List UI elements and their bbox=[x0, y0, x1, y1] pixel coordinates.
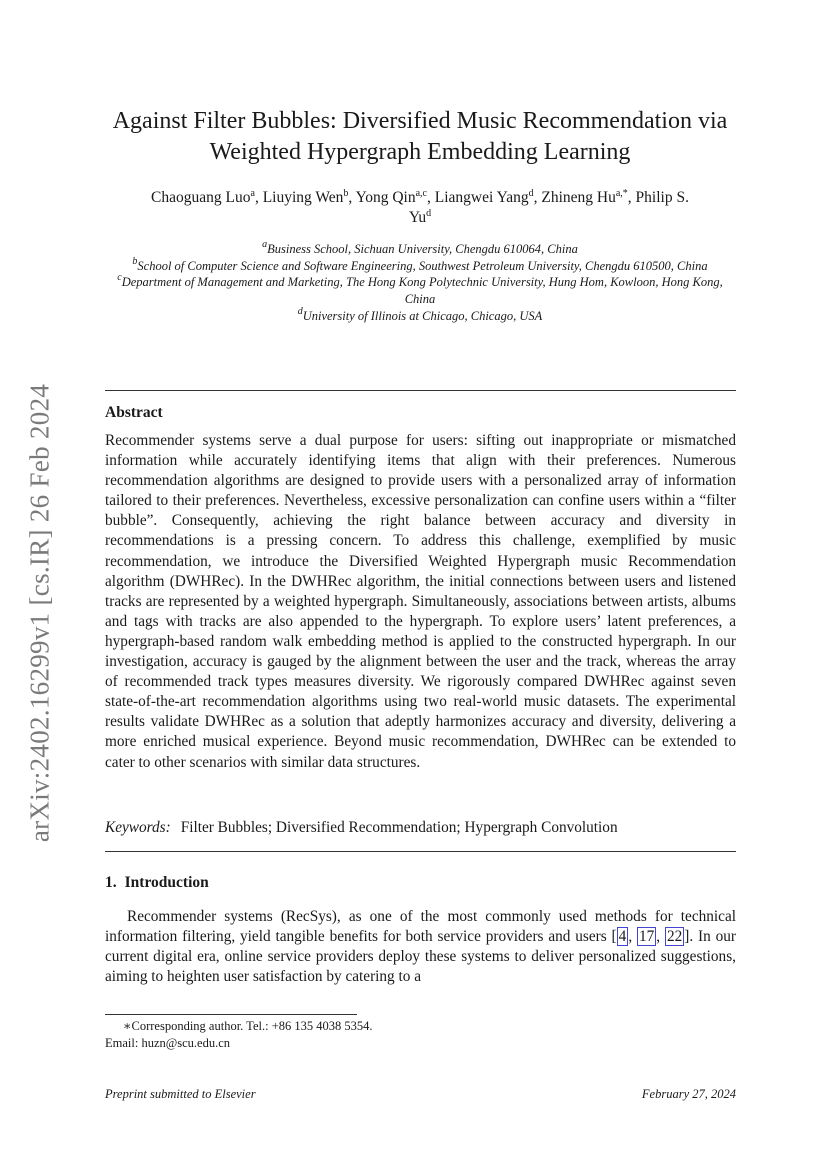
abstract-bottom-rule bbox=[105, 851, 736, 852]
footnote bbox=[105, 1018, 373, 1052]
keywords-label: Keywords: bbox=[105, 819, 171, 836]
section-number: 1. bbox=[105, 874, 117, 891]
section-title: Introduction bbox=[124, 874, 209, 891]
footer-date: February 27, 2024 bbox=[641, 1087, 736, 1101]
affiliations bbox=[112, 241, 728, 325]
intro-paragraph: Recommender systems (RecSys), as one of the most commonly used methods for technical information filtering, yield tangible benefits for both service providers and users [ 4 , 17 , 22 ]. In our current digital era, online service providers deploy these systems to deliver personalized suggestions, aiming to heighten user satisfaction by catering to a bbox=[105, 908, 736, 986]
author: Liuying Wen$^b$, bbox=[262, 188, 356, 206]
keywords-text: Filter Bubbles; Diversified Recommendation; Hypergraph Convolution bbox=[180, 819, 618, 836]
keywords bbox=[105, 819, 618, 837]
abstract-text: Recommender systems serve a dual purpose for users: sifting out inappropriate or mismatched information while accurately identifying items that align with their preferences. Numerous recommendation algorithms are designed to provide users with a personalized array of information tailored to their preferences. Nevertheless, excessive personalization can confine users within a “filter bubble”. Consequently, achieving the right balance between accuracy and diversity in recommendations is a pressing concern. To address this challenge, exemplified by music recommendation, we introduce the Diversified Weighted Hypergraph music Recommendation algorithm (DWHRec). In the DWHRec algorithm, the initial connections between users and listened tracks are represented by a weighted hypergraph. Simultaneously, associations between artists, albums and tags with tracks are also appended to the hypergraph. To explore users’ latent preferences, a hypergraph-based random walk embedding method is applied to the constructed hypergraph. In our investigation, accuracy is gauged by the alignment between the user and the track, whereas the array of recommended track types measures diversity. We rigorously compared DWHRec against seven state-of-the-art recommendation algorithms using two real-world music datasets. The experimental results validate DWHRec as a solution that adeptly harmonizes accuracy and diversity, delivering a more enriched musical experience. Beyond music recommendation, DWHRec can be extended to cater to other scenarios with similar data structures. bbox=[105, 432, 736, 771]
citation-link[interactable]: 17 bbox=[638, 928, 655, 946]
author-list bbox=[105, 188, 735, 228]
author: Philip S. bbox=[635, 189, 689, 206]
citation-link[interactable]: 4 bbox=[618, 928, 627, 946]
footnote-corresponding: ∗Corresponding author. Tel.: +86 135 4038 5354. bbox=[123, 1019, 373, 1033]
affiliation: $^c$Department of Management and Marketing, The Hong Kong Polytechnic University, Hung Hom, Kowloon, Hong Kong, China bbox=[117, 272, 723, 307]
title-line-1: Against Filter Bubbles: Diversified Music Recommendation via bbox=[112, 108, 728, 134]
author: Chaoguang Luo$^a$, bbox=[151, 188, 263, 206]
footnote-rule bbox=[105, 1014, 357, 1015]
title-line-2: Weighted Hypergraph Embedding Learning bbox=[209, 139, 631, 165]
section-heading bbox=[105, 874, 209, 892]
footnote-email: Email: huzn@scu.edu.cn bbox=[105, 1036, 231, 1050]
arxiv-stamp: arXiv:2402.16299v1 [cs.IR] 26 Feb 2024 bbox=[24, 383, 55, 843]
affiliation: $^d$University of Illinois at Chicago, Chicago, USA bbox=[297, 305, 543, 323]
paper-title bbox=[105, 106, 735, 168]
affiliation: $^b$School of Computer Science and Software Engineering, Southwest Petroleum University, Chengdu 610500, China bbox=[132, 255, 708, 273]
author: Liangwei Yang$^d$, bbox=[434, 188, 542, 206]
author: Yong Qin$^{a,c}$, bbox=[355, 188, 435, 206]
abstract-heading: Abstract bbox=[105, 404, 163, 421]
abstract-top-rule bbox=[105, 390, 736, 391]
citation-link[interactable]: 22 bbox=[666, 928, 683, 946]
footer-preprint: Preprint submitted to Elsevier bbox=[105, 1087, 256, 1101]
author: Zhineng $Hu^{a,*}$, bbox=[541, 188, 636, 206]
author: Yu$^d$ bbox=[408, 208, 432, 226]
affiliation: $^a$Business School, Sichuan University, Chengdu 610064, China bbox=[262, 239, 578, 256]
